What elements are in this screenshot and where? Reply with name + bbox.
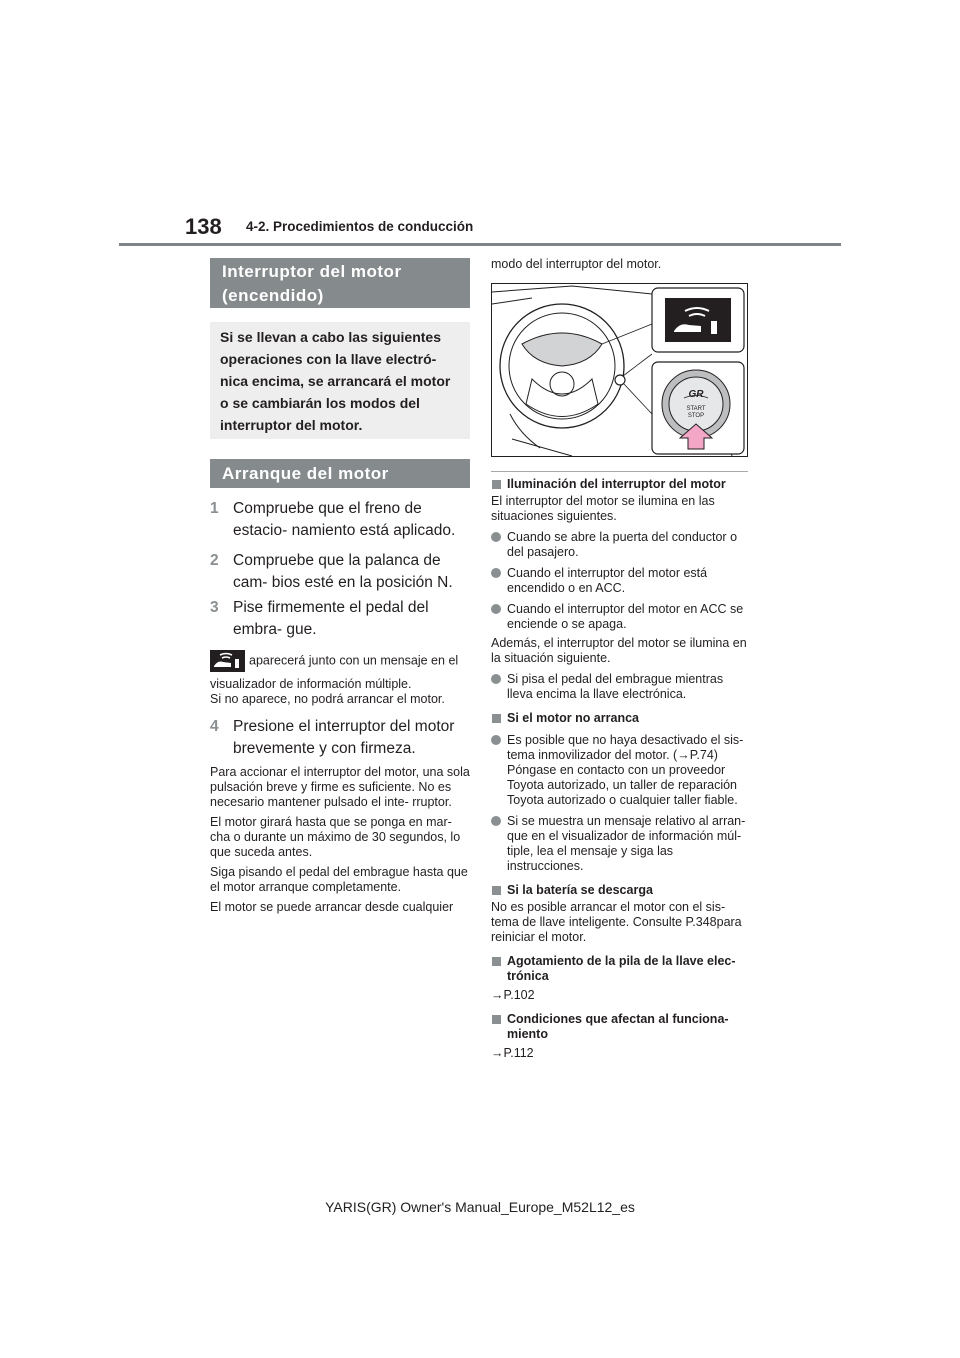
- bullet-acc: Cuando el interruptor del motor está encendido o en ACC.: [491, 566, 748, 596]
- bullet-puerta: Cuando se abre la puerta del conductor o del pasajero.: [491, 530, 748, 560]
- note-para-2: El motor girará hasta que se ponga en mar- cha o durante un máximo de 30 segundos, lo que suceda antes.: [210, 815, 461, 859]
- step-number: 2: [210, 552, 219, 569]
- page-number: 138: [185, 214, 222, 239]
- indicator-note-line3: Si no aparece, no podrá arrancar el motor.: [210, 692, 445, 706]
- note-para-3: Siga pisando el pedal del embrague hasta que el motor arranque completamente.: [210, 865, 468, 894]
- round-bullet-icon: [491, 816, 501, 826]
- button-stop-label: STOP: [687, 413, 705, 419]
- header-rule: [119, 243, 841, 246]
- round-bullet-icon: [491, 604, 501, 614]
- step-text: Compruebe que la palanca de cam- bios esté en la posición N.: [233, 552, 453, 591]
- step-text: Compruebe que el freno de estacio- namiento está aplicado.: [233, 500, 456, 539]
- ref-p112: →P.112: [491, 1046, 534, 1060]
- step-1: [210, 498, 470, 542]
- square-bullet-icon: [492, 957, 501, 966]
- step-3: [210, 597, 470, 641]
- square-bullet-icon: [492, 1015, 501, 1024]
- bullet-mensaje: Si se muestra un mensaje relativo al arran- que en el visualizador de información múl- tiple, lea el mensaje y siga las instrucciones.: [491, 814, 748, 874]
- note-para-4: El motor se puede arrancar desde cualquier: [210, 900, 454, 914]
- heading-iluminacion: Iluminación del interruptor del motor: [491, 477, 748, 492]
- continued-text: modo del interruptor del motor.: [491, 257, 662, 271]
- heading-condiciones: Condiciones que afectan al funciona- miento: [491, 1012, 748, 1042]
- round-bullet-icon: [491, 674, 501, 684]
- clutch-key-indicator-icon: [210, 650, 245, 672]
- title-band-interruptor: [210, 258, 470, 308]
- step-number: 3: [210, 599, 219, 616]
- heading-pila-llave: Agotamiento de la pila de la llave elec- trónica: [491, 954, 748, 984]
- heading-no-arranca: Si el motor no arranca: [491, 711, 748, 726]
- ref-p102: →P.102: [491, 988, 535, 1002]
- title-line-2: (encendido): [222, 286, 324, 305]
- para-bateria: No es posible arrancar el motor con el sis- tema de llave inteligente. Consulte P.348para reiniciar el motor.: [491, 900, 742, 944]
- step-2: [210, 550, 470, 594]
- title-band-arranque: Arranque del motor: [210, 459, 470, 488]
- step-number: 1: [210, 500, 219, 517]
- bullet-acc-apaga: Cuando el interruptor del motor en ACC se enciende o se apaga.: [491, 602, 748, 632]
- figure-rule: [491, 471, 748, 472]
- indicator-note-line2: visualizador de información múltiple.: [210, 677, 412, 691]
- intro-box: Si se llevan a cabo las siguientes operaciones con la llave electró- nica encima, se arrancará el motor o se cambiarán los modos del interruptor del motor.: [210, 322, 470, 439]
- step-number: 4: [210, 718, 219, 735]
- indicator-note: [210, 650, 470, 707]
- right-notes: [491, 477, 748, 1061]
- step-text: Presione el interruptor del motor brevemente y con firmeza.: [233, 718, 455, 757]
- engine-switch-illustration: [491, 283, 748, 457]
- square-bullet-icon: [492, 714, 501, 723]
- bullet-embrague: Si pisa el pedal del embrague mientras lleva encima la llave electrónica.: [491, 672, 748, 702]
- start-notes: [210, 765, 470, 915]
- round-bullet-icon: [491, 568, 501, 578]
- square-bullet-icon: [492, 886, 501, 895]
- bullet-inmovilizador: Es posible que no haya desactivado el sis- tema inmovilizador del motor. (→P.74) Póngase en contacto con un proveedor Toyota autorizado, un taller de reparación Toyota autorizado o cualquier taller fiable.: [491, 733, 748, 808]
- button-start-label: START: [686, 406, 706, 412]
- para-ilumina: El interruptor del motor se ilumina en las situaciones siguientes.: [491, 494, 715, 523]
- round-bullet-icon: [491, 532, 501, 542]
- step-4: [210, 716, 470, 760]
- square-bullet-icon: [492, 480, 501, 489]
- para-ademas: Además, el interruptor del motor se ilumina en la situación siguiente.: [491, 636, 747, 665]
- button-brand: GR: [688, 389, 704, 400]
- footer-manual-id: YARIS(GR) Owner's Manual_Europe_M52L12_es: [325, 1199, 635, 1215]
- round-bullet-icon: [491, 735, 501, 745]
- note-para-1: Para accionar el interruptor del motor, una sola pulsación breve y firme es suficiente. No es necesario mantener pulsado el inte- rruptor.: [210, 765, 470, 809]
- section-title: 4-2. Procedimientos de conducción: [246, 219, 474, 234]
- heading-bateria: Si la batería se descarga: [491, 883, 748, 898]
- title-line-1: Interruptor del motor: [222, 262, 402, 281]
- step-text: Pise firmemente el pedal del embra- gue.: [233, 599, 429, 638]
- indicator-note-text: aparecerá junto con un mensaje en el: [249, 653, 459, 668]
- steering-wheel-drawing: [492, 284, 747, 456]
